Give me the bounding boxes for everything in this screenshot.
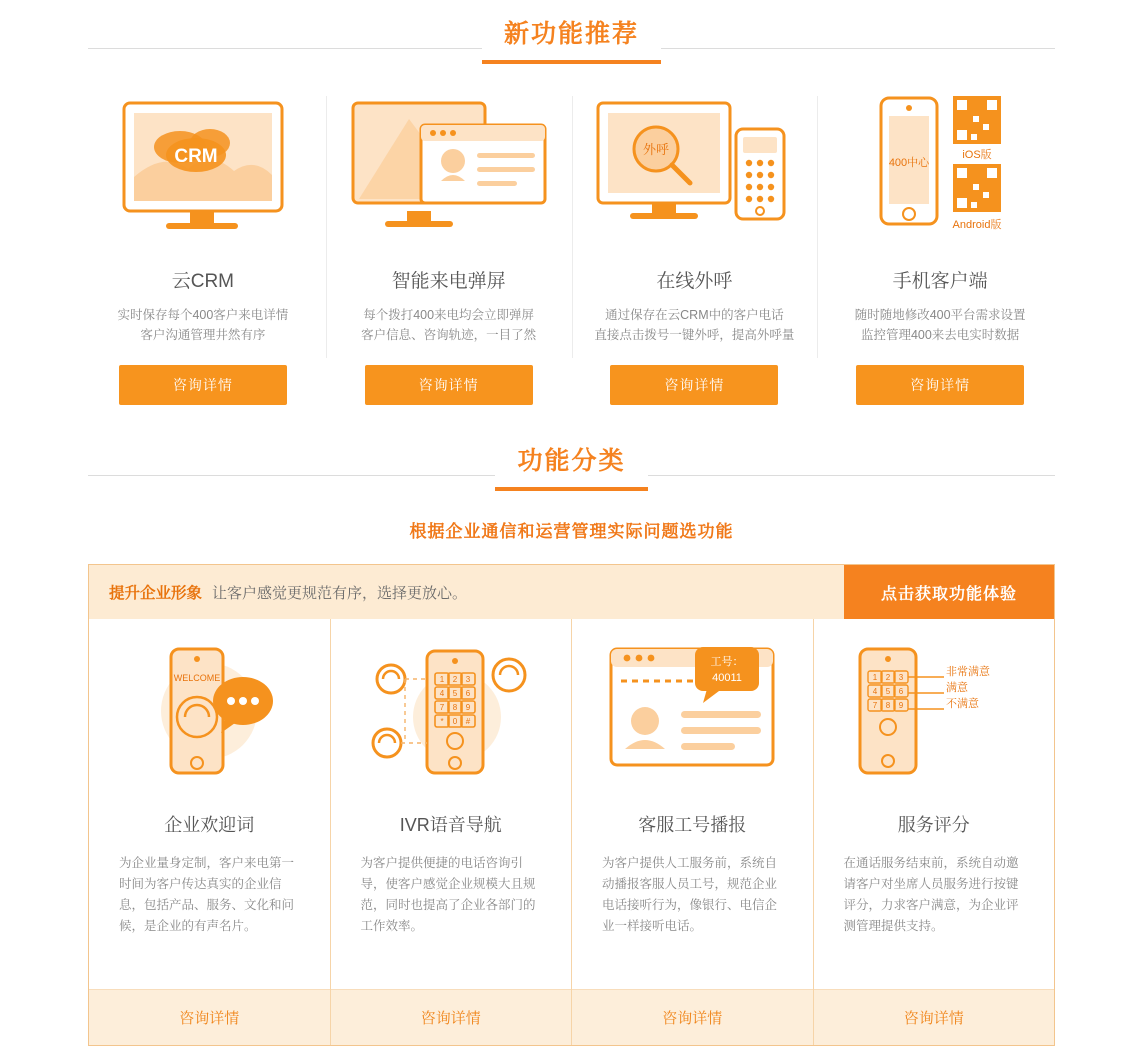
screen-popup-icon	[336, 94, 562, 244]
category-column-ivr	[330, 619, 572, 1045]
svg-text:8: 8	[452, 703, 457, 712]
agent-id-label-1: 工号：	[710, 656, 744, 668]
svg-text:0: 0	[452, 717, 457, 726]
category-desc: 为客户提供便捷的电话咨询引导，使客户感觉企业规模大且规范，同时也提高了企业各部门的工作效率。	[360, 856, 536, 933]
feature-desc-line1: 实时保存每个400客户来电详情	[117, 308, 289, 322]
category-column-rating	[813, 619, 1055, 1045]
category-name: 服务评分	[897, 815, 970, 835]
outbound-call-icon	[582, 94, 808, 244]
categories-banner-text	[89, 565, 844, 619]
category-name: 企业欢迎词	[164, 815, 255, 835]
svg-text:6: 6	[898, 687, 903, 696]
welcome-screen-label: WELCOME	[173, 673, 221, 683]
category-desc: 为客户提供人工服务前，系统自动播报客服人员工号，规范企业电话接听行为，像银行、电信企业一样接听电话。	[602, 856, 778, 933]
consult-link[interactable]: 咨询详情	[572, 989, 813, 1045]
svg-text:外呼: 外呼	[643, 142, 670, 157]
svg-text:8: 8	[885, 701, 890, 710]
categories-columns	[89, 619, 1054, 1045]
svg-text:9: 9	[898, 701, 903, 710]
category-column-welcome	[89, 619, 330, 1045]
feature-name: 在线外呼	[656, 271, 733, 292]
category-name: IVR语音导航	[399, 815, 502, 835]
ivr-keypad-icon	[331, 631, 572, 795]
feature-desc-line1: 通过保存在云CRM中的客户电话	[605, 308, 784, 322]
svg-text:4: 4	[872, 687, 877, 696]
categories-banner	[89, 565, 1054, 619]
svg-text:*: *	[440, 717, 444, 726]
rating-option-1: 满意	[945, 682, 968, 694]
svg-text:2: 2	[452, 675, 457, 684]
consult-link[interactable]: 咨询详情	[331, 989, 572, 1045]
svg-text:5: 5	[885, 687, 890, 696]
feature-desc	[90, 305, 316, 345]
svg-text:2: 2	[885, 673, 890, 682]
svg-text:7: 7	[439, 703, 444, 712]
feature-card-cloud-crm	[80, 86, 326, 405]
feature-desc-line2: 客户沟通管理井然有序	[140, 328, 266, 342]
svg-text:6: 6	[465, 689, 470, 698]
categories-subtitle: 根据企业通信和运营管理实际问题选功能	[409, 522, 734, 541]
new-features-section-header	[0, 0, 1143, 64]
feature-desc	[582, 305, 808, 345]
mobile-client-icon	[827, 94, 1053, 244]
feature-name: 云CRM	[171, 271, 235, 292]
svg-text:5: 5	[452, 689, 457, 698]
mobile-screen-label: 400中心	[888, 157, 930, 169]
feature-card-online-outbound	[572, 86, 818, 405]
svg-text:3: 3	[898, 673, 903, 682]
category-desc: 为企业量身定制，客户来电第一时间为客户传达真实的企业信息，包括产品、服务、文化和问候，是企业的有声名片。	[119, 856, 295, 933]
category-column-agent-id	[571, 619, 813, 1045]
feature-desc-line2: 监控管理400来去电实时数据	[860, 328, 1020, 342]
svg-text:3: 3	[465, 675, 470, 684]
category-desc: 在通话服务结束前，系统自动邀请客户对坐席人员服务进行按键评分，力求客户满意，为企业评测管理提供支持。	[843, 856, 1019, 933]
agent-id-label-2: 40011	[712, 672, 743, 684]
service-rating-icon	[814, 631, 1055, 795]
consult-button[interactable]: 咨询详情	[856, 365, 1024, 405]
consult-link[interactable]: 咨询详情	[89, 989, 330, 1045]
welcome-phone-icon	[89, 631, 330, 795]
agent-id-broadcast-icon	[572, 631, 813, 795]
new-features-row	[80, 86, 1063, 405]
qr-ios-label: iOS版	[962, 149, 992, 161]
feature-name: 手机客户端	[892, 271, 988, 292]
categories-title: 功能分类	[495, 441, 647, 491]
categories-banner-sub: 让客户感觉更规范有序，选择更放心。	[212, 584, 468, 602]
feature-name: 智能来电弹屏	[391, 271, 506, 292]
feature-desc-line2: 直接点击拨号一键外呼，提高外呼量	[594, 328, 795, 342]
feature-card-mobile-client	[817, 86, 1063, 405]
categories-section-header	[0, 427, 1143, 491]
svg-text:1: 1	[439, 675, 444, 684]
new-features-title: 新功能推荐	[482, 14, 661, 64]
feature-desc-line2: 客户信息、咨询轨迹，一目了然	[361, 328, 537, 342]
svg-text:7: 7	[872, 701, 877, 710]
feature-desc	[827, 305, 1053, 345]
category-name: 客服工号播报	[638, 815, 747, 835]
cloud-crm-monitor-icon	[90, 94, 316, 244]
svg-text:4: 4	[439, 689, 444, 698]
qr-android-label: Android版	[952, 219, 1002, 231]
feature-desc-line1: 每个拨打400来电均会立即弹屏	[363, 308, 535, 322]
svg-text:1: 1	[872, 673, 877, 682]
categories-banner-strong: 提升企业形象	[109, 585, 203, 602]
rating-option-0: 非常满意	[945, 666, 990, 678]
categories-table	[88, 564, 1055, 1046]
consult-button[interactable]: 咨询详情	[365, 365, 533, 405]
consult-link[interactable]: 咨询详情	[814, 989, 1055, 1045]
feature-card-screen-popup	[326, 86, 572, 405]
svg-text:#: #	[465, 717, 470, 726]
svg-text:9: 9	[465, 703, 470, 712]
get-experience-button[interactable]: 点击获取功能体验	[844, 565, 1054, 619]
feature-desc	[336, 305, 562, 345]
feature-desc-line1: 随时随地修改400平台需求设置	[854, 308, 1026, 322]
rating-option-2: 不满意	[945, 698, 979, 710]
svg-text:CRM: CRM	[174, 146, 218, 167]
consult-button[interactable]: 咨询详情	[119, 365, 287, 405]
consult-button[interactable]: 咨询详情	[610, 365, 778, 405]
